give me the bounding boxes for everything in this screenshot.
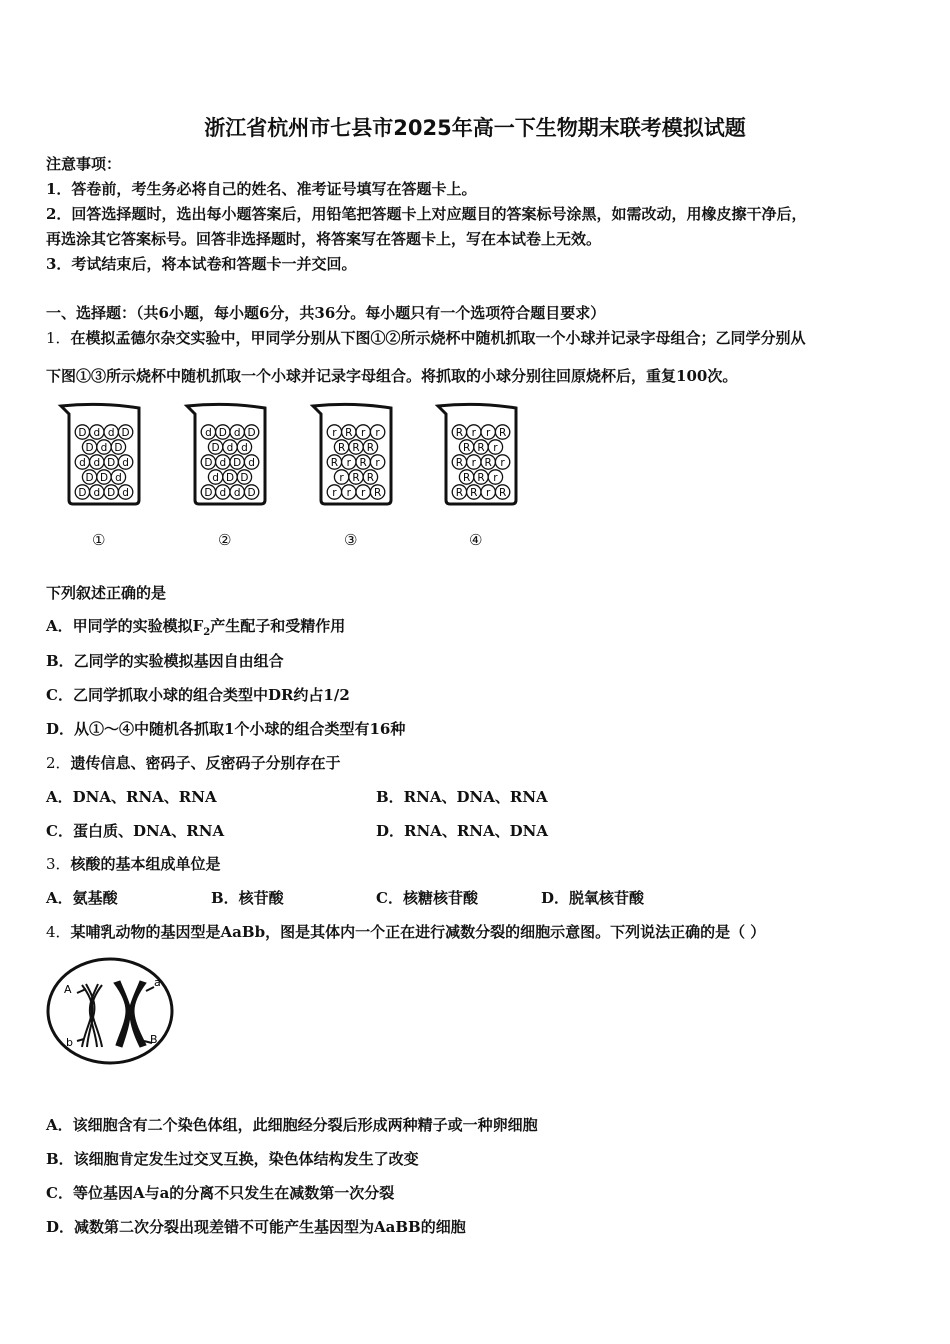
question-number: 2． xyxy=(46,754,71,772)
ball-letter: r xyxy=(332,426,337,439)
ball-letter: D xyxy=(114,441,123,454)
option-b: B．RNA、DNA、RNA xyxy=(376,788,548,806)
option-d: D．从①～④中随机各抓取1个小球的组合类型有16种 xyxy=(46,720,406,738)
ball-letter: d xyxy=(205,426,212,439)
option-a: A．DNA、RNA、RNA xyxy=(46,788,217,806)
ball-letter: r xyxy=(500,456,505,469)
notice-line: 2．回答选择题时，选出每小题答案后，用铅笔把答题卡上对应题目的答案标号涂黑，如需改动，用橡皮擦干净后， xyxy=(46,205,807,223)
beaker-label: ② xyxy=(218,531,232,549)
option-b: B．乙同学的实验模拟基因自由组合 xyxy=(46,652,284,670)
ball-letter: D xyxy=(204,456,213,469)
ball-letter: d xyxy=(219,456,227,469)
ball-letter: r xyxy=(346,456,351,469)
ball-letter: D xyxy=(240,471,249,484)
cell-diagram xyxy=(44,955,176,1067)
question-3 xyxy=(46,853,221,874)
option-a-text: A．甲同学的实验模拟F xyxy=(46,617,204,635)
question-2 xyxy=(46,752,341,773)
option-a-text-end: 产生配子和受精作用 xyxy=(210,617,346,635)
ball-letter: r xyxy=(332,486,337,499)
ball-letter: D xyxy=(85,441,94,454)
ball-letter: d xyxy=(122,486,129,499)
option-a xyxy=(46,615,345,638)
option-d: D．脱氧核苷酸 xyxy=(541,889,645,907)
ball-letter: d xyxy=(79,456,86,469)
ball-letter: d xyxy=(93,426,101,439)
ball-letter: r xyxy=(471,426,476,439)
section-heading: 一、选择题：（共6小题，每小题6分，共36分。每小题只有一个选项符合题目要求） xyxy=(46,304,606,322)
ball-letter: D xyxy=(85,471,94,484)
ball-letter: d xyxy=(248,456,255,469)
notice-line: 3．考试结束后，将本试卷和答题卡一并交回。 xyxy=(46,255,357,273)
question-1-line2: 下图①③所示烧杯中随机抓取一个小球并记录字母组合。将抓取的小球分别往回原烧杯后，重复100次。 xyxy=(46,367,738,385)
ball-letter: r xyxy=(486,426,491,439)
ball-letter: r xyxy=(375,426,380,439)
ball-letter: R xyxy=(455,486,464,499)
option-c: C．核糖核苷酸 xyxy=(376,889,478,907)
ball-letter: d xyxy=(241,441,248,454)
ball-letter: D xyxy=(107,456,116,469)
ball-letter: D xyxy=(247,426,256,439)
ball-letter: d xyxy=(233,426,241,439)
ball-letter: D xyxy=(233,456,242,469)
notice-line: 1．答卷前，考生务必将自己的姓名、准考证号填写在答题卡上。 xyxy=(46,180,477,198)
ball-letter: r xyxy=(375,456,380,469)
ball-letter: D xyxy=(78,486,87,499)
ball-letter: R xyxy=(477,441,485,454)
ball-letter: R xyxy=(352,441,360,454)
ball-letter: D xyxy=(204,486,213,499)
ball-letter: D xyxy=(78,426,87,439)
ball-letter: d xyxy=(115,471,122,484)
ball-letter: R xyxy=(477,471,485,484)
gene-label: a xyxy=(154,976,161,989)
ball-letter: R xyxy=(470,486,478,499)
ball-letter: R xyxy=(352,471,360,484)
option-c: C．蛋白质、DNA、RNA xyxy=(46,822,225,840)
subscript: 2 xyxy=(203,627,211,638)
beaker-label: ① xyxy=(92,531,106,549)
ball-letter: D xyxy=(218,426,227,439)
ball-letter: R xyxy=(455,426,464,439)
question-text: 遗传信息、密码子、反密码子分别存在于 xyxy=(70,754,341,772)
ball-letter: R xyxy=(484,456,492,469)
ball-letter: d xyxy=(219,486,227,499)
ball-letter: d xyxy=(122,456,129,469)
beaker xyxy=(438,404,516,504)
question-number: 3． xyxy=(46,855,71,873)
ball-letter: R xyxy=(498,426,507,439)
beakers-figure xyxy=(55,400,535,510)
ball-letter: R xyxy=(366,471,375,484)
option-c: C．等位基因A与a的分离不只发生在减数第一次分裂 xyxy=(46,1184,395,1202)
question-number: 4． xyxy=(46,923,71,941)
option-b: B．核苷酸 xyxy=(211,889,284,907)
chromosome-right xyxy=(114,981,154,1047)
option-a: A．该细胞含有二个染色体组，此细胞经分裂后形成两种精子或一种卵细胞 xyxy=(46,1116,538,1134)
option-a: A．氨基酸 xyxy=(46,889,118,907)
ball-letter: D xyxy=(211,441,220,454)
ball-letter: r xyxy=(361,426,366,439)
ball-letter: R xyxy=(455,456,464,469)
chromosome-left xyxy=(77,984,102,1047)
beaker xyxy=(61,404,139,504)
ball-letter: d xyxy=(93,486,101,499)
ball-letter: D xyxy=(225,471,235,484)
beaker-label: ④ xyxy=(469,531,483,549)
question-stem: 下列叙述正确的是 xyxy=(46,584,167,602)
beaker-label: ③ xyxy=(344,531,358,549)
ball-letter: d xyxy=(233,486,241,499)
ball-letter: r xyxy=(493,441,498,454)
notice-heading: 注意事项： xyxy=(46,155,122,173)
ball-letter: d xyxy=(93,456,101,469)
ball-letter: r xyxy=(486,486,491,499)
ball-letter: D xyxy=(107,486,116,499)
beaker xyxy=(313,404,391,504)
ball-letter: R xyxy=(498,486,507,499)
ball-letter: R xyxy=(462,471,471,484)
ball-letter: D xyxy=(247,486,256,499)
ball-letter: R xyxy=(366,441,375,454)
ball-letter: R xyxy=(337,441,346,454)
ball-letter: d xyxy=(212,471,219,484)
ball-letter: r xyxy=(346,486,351,499)
question-number: 1． xyxy=(46,329,71,347)
ball-letter: D xyxy=(121,426,130,439)
ball-letter: d xyxy=(226,441,234,454)
question-text: 在模拟孟德尔杂交实验中，甲同学分别从下图①②所示烧杯中随机抓取一个小球并记录字母组合；乙同学分别从 xyxy=(70,329,806,347)
ball-letter: R xyxy=(359,456,367,469)
ball-letter: r xyxy=(471,456,476,469)
notice-line: 再选涂其它答案标号。回答非选择题时，将答案写在答题卡上，写在本试卷上无效。 xyxy=(46,230,602,248)
ball-letter: R xyxy=(330,456,339,469)
ball-letter: r xyxy=(493,471,498,484)
option-d: D．减数第二次分裂出现差错不可能产生基因型为AaBB的细胞 xyxy=(46,1218,466,1236)
question-4 xyxy=(46,921,765,942)
ball-letter: r xyxy=(361,486,366,499)
question-1-line1 xyxy=(46,327,806,348)
question-text: 某哺乳动物的基因型是AaBb，图是其体内一个正在进行减数分裂的细胞示意图。下列说法正确的是（ ） xyxy=(70,923,766,941)
option-d: D．RNA、RNA、DNA xyxy=(376,822,548,840)
ball-letter: R xyxy=(462,441,471,454)
option-b: B．该细胞肯定发生过交叉互换，染色体结构发生了改变 xyxy=(46,1150,419,1168)
ball-letter: r xyxy=(339,471,344,484)
beaker xyxy=(187,404,265,504)
ball-letter: d xyxy=(107,426,115,439)
ball-letter: D xyxy=(99,471,109,484)
ball-letter: d xyxy=(100,441,108,454)
option-c: C．乙同学抓取小球的组合类型中DR约占1/2 xyxy=(46,686,350,704)
gene-label: B xyxy=(150,1033,158,1046)
gene-label: A xyxy=(64,983,72,996)
gene-label: b xyxy=(66,1036,73,1049)
ball-letter: R xyxy=(345,426,353,439)
ball-letter: R xyxy=(373,486,382,499)
question-text: 核酸的基本组成单位是 xyxy=(70,855,221,873)
page-title: 浙江省杭州市七县市2025年高一下生物期末联考模拟试题 xyxy=(204,116,746,140)
